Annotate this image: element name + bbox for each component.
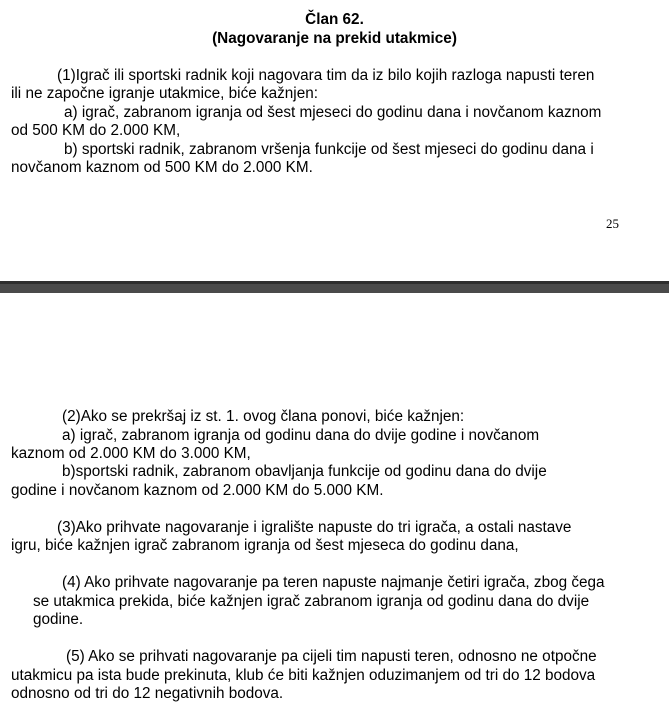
paragraph-2b-line-2: godine i novčanom kaznom od 2.000 KM do 5.000 KM. [11, 482, 384, 499]
paragraph-1a-line-1: a) igrač, zabranom igranja od šest mjeseci do godinu dana i novčanom kaznom [64, 104, 602, 121]
paragraph-1a-line-2: od 500 KM do 2.000 KM, [11, 122, 181, 139]
document-page-lower [0, 293, 669, 717]
paragraph-5-line-3: odnosno od tri do 12 negativnih bodova. [11, 685, 284, 702]
paragraph-1b-line-2: novčanom kaznom od 500 KM do 2.000 KM. [11, 159, 313, 176]
paragraph-5-line-2: utakmicu pa ista bude prekinuta, klub će biti kažnjen oduzimanjem od tri do 12 bodova [11, 667, 596, 684]
article-subheading: (Nagovaranje na prekid utakmice) [212, 30, 457, 47]
paragraph-2a-line-2: kaznom od 2.000 KM do 3.000 KM, [11, 445, 251, 462]
paragraph-1-line-1: (1)Igrač ili sportski radnik koji nagovara tim da iz bilo kojih razloga napusti teren [57, 67, 595, 84]
document-page-upper [0, 0, 669, 281]
paragraph-1b-line-1: b) sportski radnik, zabranom vršenja funkcije od šest mjeseci do godinu dana i [64, 141, 594, 158]
paragraph-4-line-1: (4) Ako prihvate nagovaranje pa teren napuste najmanje četiri igrača, zbog čega [62, 574, 605, 591]
paragraph-2-line-1: (2)Ako se prekršaj iz st. 1. ovog člana ponovi, biće kažnjen: [62, 408, 465, 425]
paragraph-1-line-2: ili ne započne igranje utakmice, biće kažnjen: [11, 85, 318, 102]
paragraph-5-line-1: (5) Ako se prihvati nagovaranje pa cijeli tim napusti teren, odnosno ne otpočne [66, 648, 597, 665]
article-heading: Član 62. [305, 11, 364, 28]
paragraph-2a-line-1: a) igrač, zabranom igranja od godinu dana do dvije godine i novčanom [62, 427, 540, 444]
paragraph-3-line-2: igru, biće kažnjen igrač zabranom igranja od šest mjeseca do godinu dana, [11, 537, 519, 554]
paragraph-3-line-1: (3)Ako prihvate nagovaranje i igralište napuste do tri igrača, a ostali nastave [57, 519, 572, 536]
page-number: 25 [606, 216, 619, 231]
paragraph-4-line-3: godine. [33, 611, 84, 628]
page-separator-shadow [0, 281, 669, 284]
paragraph-4-line-2: se utakmica prekida, biće kažnjen igrač zabranom igranja od godinu dana do dvije [33, 593, 590, 610]
paragraph-2b-line-1: b)sportski radnik, zabranom obavljanja funkcije od godinu dana do dvije [62, 463, 547, 480]
